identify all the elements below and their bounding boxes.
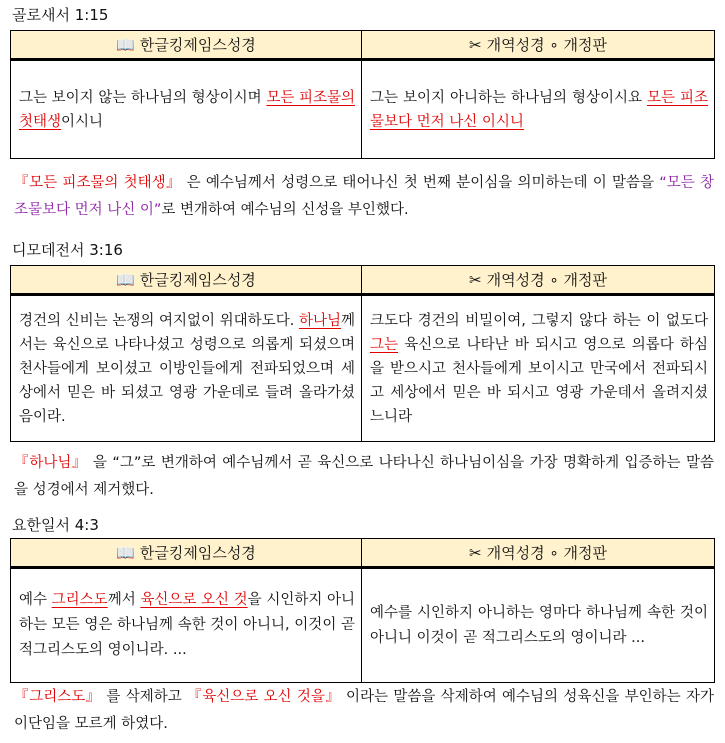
revised-header: ✂ 개역성경 ∘ 개정판	[362, 31, 714, 60]
revised-verse: 크도다 경건의 비밀이여, 그렇지 않다 하는 이 없도다 그는 육신으로 나타난 바 되시고 영으로 의롭다 하심을 받으시고 천사들에게 보이시고 만국에서 전파되시고 세상에서 믿은 바 되시고 영광 가운데서 올려지셨느니라	[370, 312, 708, 425]
highlighted-phrase: 모든 피조물의 첫태생	[19, 89, 355, 130]
verse-comparison-table	[10, 265, 715, 442]
verse-comparison-table	[10, 538, 715, 683]
revised-header: ✂ 개역성경 ∘ 개정판	[362, 539, 714, 568]
commentary: 『그리스도』 를 삭제하고 『육신으로 오신 것을』 이라는 말씀을 삭제하여 예수님의 성육신을 부인하는 자가 이단임을 모르게 하였다.	[14, 689, 714, 732]
open-book-icon: 📖	[116, 35, 135, 54]
revised-verse: 그는 보이지 아니하는 하나님의 형상이시요 모든 피조물보다 먼저 나신 이시니	[370, 89, 709, 130]
highlighted-phrase: 하나님	[298, 312, 341, 329]
revised-verse: 예수를 시인하지 아니하는 영마다 하나님께 속한 것이 아니니 이것이 곧 적그리스도의 영이니라 ...	[370, 604, 708, 646]
table-header	[11, 31, 714, 61]
kjv-verse: 경건의 신비는 논쟁의 여지없이 위대하도다. 하나님께서는 육신으로 나타나셨고 성령으로 의롭게 되셨으며 천사들에게 보이셨고 이방인들에게 전파되었으며 세상에서 믿은 바 되셨고 영광 가운데로 들려 올라가셨음이라.	[11, 296, 362, 441]
table-body	[11, 61, 714, 158]
highlighted-phrase: 그리스도	[51, 592, 108, 608]
verse-comparison-table	[10, 30, 715, 159]
table-header	[11, 266, 714, 296]
verse-reference: 골로새서 1:15	[12, 6, 109, 24]
table-header	[11, 539, 714, 569]
highlighted-phrase: 모든 피조물보다 먼저 나신 이시니	[370, 89, 709, 130]
kjv-header: 📖 한글킹제임스성경	[11, 31, 362, 60]
kjv-header: 📖 한글킹제임스성경	[11, 539, 362, 568]
table-body	[11, 569, 714, 682]
verse-reference: 디모데전서 3:16	[12, 241, 123, 259]
open-book-icon: 📖	[116, 270, 135, 289]
kjv-verse: 그는 보이지 않는 하나님의 형상이시며 모든 피조물의 첫태생이시니	[11, 61, 362, 158]
highlighted-phrase: 육신으로 오신 것	[140, 592, 248, 608]
kjv-verse: 예수 그리스도께서 육신으로 오신 것을 시인하지 아니하는 모든 영은 하나님께 속한 것이 아니니, 이것이 곧 적그리스도의 영이니라. ...	[11, 569, 362, 682]
highlighted-phrase: 그는	[370, 336, 399, 353]
scissors-icon: ✂	[469, 270, 482, 289]
revised-header: ✂ 개역성경 ∘ 개정판	[362, 266, 714, 295]
scissors-icon: ✂	[469, 543, 482, 562]
kjv-header: 📖 한글킹제임스성경	[11, 266, 362, 295]
scissors-icon: ✂	[469, 35, 482, 54]
verse-reference: 요한일서 4:3	[12, 516, 99, 534]
commentary: 『하나님』 을 “그”로 변개하여 예수님께서 곧 육신으로 나타나신 하나님이심을 가장 명확하게 입증하는 말씀을 성경에서 제거했다.	[14, 455, 714, 498]
table-body	[11, 296, 714, 441]
commentary: 『모든 피조물의 첫태생』 은 예수님께서 성령으로 태어나신 첫 번째 분이심을 의미하는데 이 말씀을 “모든 창조물보다 먼저 나신 이”로 변개하여 예수님의 신성을 부인했다.	[14, 175, 714, 218]
open-book-icon: 📖	[116, 543, 135, 562]
